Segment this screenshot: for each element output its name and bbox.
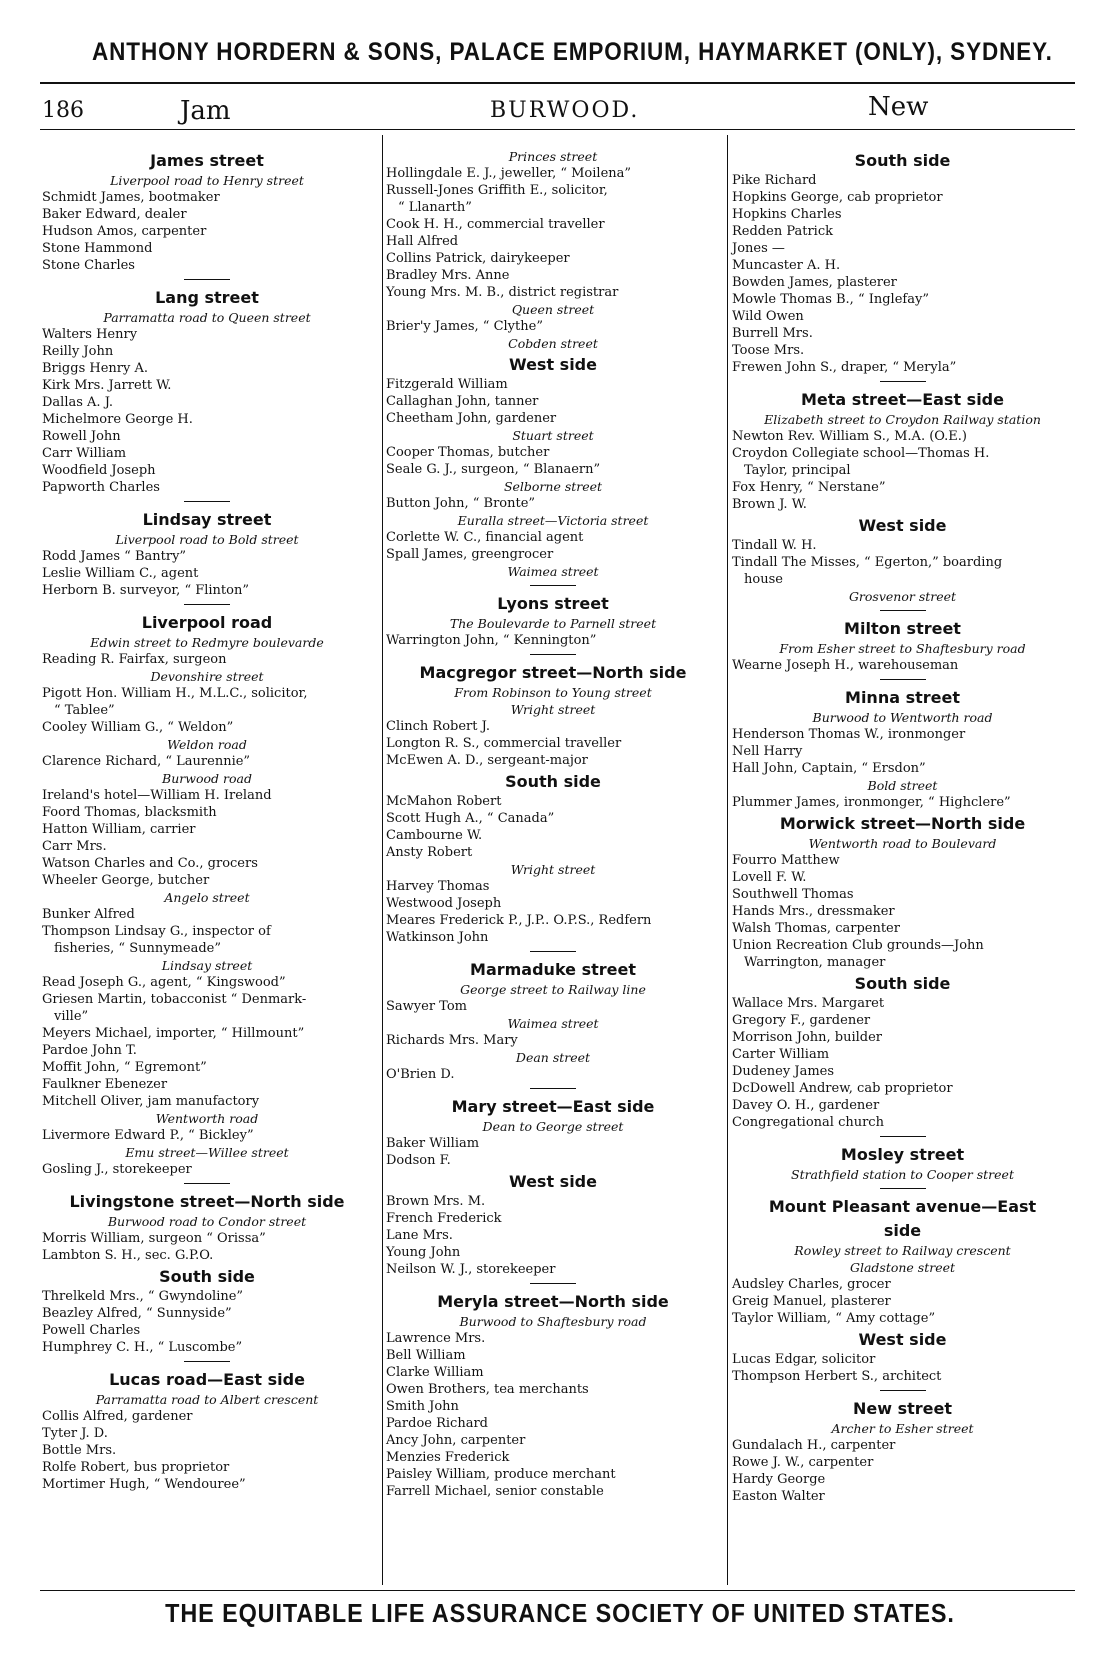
- directory-entry: Tindall The Misses, “ Egerton,” boarding: [732, 555, 1003, 570]
- directory-entry: Lucas Edgar, solicitor: [732, 1352, 876, 1367]
- directory-entry-continued: “ Tablee”: [54, 703, 115, 718]
- directory-entry: Button John, “ Bronte”: [386, 496, 536, 511]
- directory-entry: Dudeney James: [732, 1064, 835, 1079]
- section-separator: [40, 496, 374, 507]
- directory-entry: Mitchell Oliver, jam manufactory: [42, 1094, 260, 1109]
- directory-entry: Brier'y James, “ Clythe”: [386, 319, 543, 334]
- street-subheading: From Robinson to Young street: [454, 685, 652, 700]
- directory-entry: Smith John: [386, 1399, 459, 1414]
- street-heading: Livingstone street—North side: [69, 1192, 345, 1211]
- directory-entry: Humphrey C. H., “ Luscombe”: [42, 1340, 243, 1355]
- directory-entry: Hands Mrs., dressmaker: [732, 904, 895, 919]
- directory-entry: Hall Alfred: [386, 234, 459, 249]
- directory-entry: Lane Mrs.: [386, 1228, 453, 1243]
- street-heading: West side: [509, 1172, 597, 1191]
- directory-entry: Stone Hammond: [42, 241, 153, 256]
- street-heading: South side: [159, 1267, 255, 1286]
- directory-entry: Hatton William, carrier: [42, 822, 196, 837]
- directory-entry: Baker Edward, dealer: [42, 207, 187, 222]
- directory-entry: McMahon Robert: [386, 794, 502, 809]
- directory-entry: Dallas A. J.: [42, 395, 114, 410]
- section-separator: [384, 1083, 722, 1094]
- street-heading: Meryla street—North side: [437, 1292, 669, 1311]
- street-subheading: Princes street: [508, 149, 598, 164]
- street-subheading: Burwood road: [162, 771, 252, 786]
- top-advert-banner: ANTHONY HORDERN & SONS, PALACE EMPORIUM, HAYMARKET (ONLY), SYDNEY.: [92, 38, 1053, 66]
- directory-entry: Ireland's hotel—William H. Ireland: [42, 788, 272, 803]
- street-subheading: George street to Railway line: [460, 982, 646, 997]
- directory-entry: Audsley Charles, grocer: [732, 1277, 891, 1292]
- section-separator: [384, 649, 722, 660]
- directory-entry: Lawrence Mrs.: [386, 1331, 486, 1346]
- header-rule: [40, 129, 1075, 130]
- directory-entry: McEwen A. D., sergeant-major: [386, 753, 588, 768]
- directory-entry: Rodd James “ Bantry”: [42, 549, 187, 564]
- street-subheading: Weldon road: [167, 737, 247, 752]
- street-subheading: Bold street: [867, 778, 938, 793]
- left-guide-word: Jam: [180, 96, 231, 126]
- directory-entry: Southwell Thomas: [732, 887, 854, 902]
- directory-entry: Davey O. H., gardener: [732, 1098, 880, 1113]
- directory-entry: Bell William: [386, 1348, 466, 1363]
- directory-entry: Bowden James, plasterer: [732, 275, 897, 290]
- street-heading: Lucas road—East side: [109, 1370, 305, 1389]
- directory-entry: Livermore Edward P., “ Bickley”: [42, 1128, 254, 1143]
- directory-entry: Muncaster A. H.: [732, 258, 841, 273]
- directory-entry: Taylor William, “ Amy cottage”: [732, 1311, 936, 1326]
- street-subheading: Liverpool road to Bold street: [115, 532, 299, 547]
- directory-entry: Baker William: [386, 1136, 480, 1151]
- directory-entry: Briggs Henry A.: [42, 361, 148, 376]
- directory-entry: Redden Patrick: [732, 224, 833, 239]
- directory-entry: Fox Henry, “ Nerstane”: [732, 480, 886, 495]
- directory-entry: Wearne Joseph H., warehouseman: [732, 658, 959, 673]
- directory-entry: Ancy John, carpenter: [386, 1433, 526, 1448]
- section-separator: [40, 274, 374, 285]
- directory-entry: Threlkeld Mrs., “ Gwyndoline”: [42, 1289, 244, 1304]
- directory-entry: Menzies Frederick: [386, 1450, 510, 1465]
- directory-entry: Mowle Thomas B., “ Inglefay”: [732, 292, 929, 307]
- street-heading: Mosley street: [840, 1145, 965, 1164]
- street-heading: West side: [858, 516, 947, 535]
- directory-entry: Croydon Collegiate school—Thomas H.: [732, 446, 990, 461]
- directory-column-2: [384, 148, 722, 1500]
- directory-entry: Tyter J. D.: [42, 1426, 108, 1441]
- directory-entry: Frewen John S., draper, “ Meryla”: [732, 360, 957, 375]
- directory-entry: Hardy George: [732, 1472, 826, 1487]
- street-subheading: Liverpool road to Henry street: [110, 173, 304, 188]
- directory-entry: Meares Frederick P., J.P.. O.P.S., Redfern: [386, 913, 652, 928]
- directory-entry: Mortimer Hugh, “ Wendouree”: [42, 1477, 246, 1492]
- street-subheading: From Esher street to Shaftesbury road: [779, 641, 1026, 656]
- directory-entry: Watson Charles and Co., grocers: [42, 856, 258, 871]
- directory-entry: Read Joseph G., agent, “ Kingswood”: [42, 975, 286, 990]
- directory-entry: Watkinson John: [386, 930, 489, 945]
- directory-entry-continued: Warrington, manager: [744, 955, 886, 970]
- street-subheading: Queen street: [511, 302, 595, 317]
- directory-entry: Longton R. S., commercial traveller: [386, 736, 622, 751]
- section-separator: [730, 674, 1075, 685]
- directory-entry: Scott Hugh A., “ Canada”: [386, 811, 555, 826]
- directory-entry: Gundalach H., carpenter: [732, 1438, 896, 1453]
- section-separator: [384, 580, 722, 591]
- street-heading: Mount Pleasant avenue—East: [768, 1197, 1037, 1216]
- directory-entry: Fitzgerald William: [386, 377, 508, 392]
- directory-entry: Westwood Joseph: [386, 896, 502, 911]
- directory-entry: Seale G. J., surgeon, “ Blanaern”: [386, 462, 601, 477]
- directory-entry: Owen Brothers, tea merchants: [386, 1382, 589, 1397]
- directory-entry: Farrell Michael, senior constable: [386, 1484, 604, 1499]
- directory-entry: Easton Walter: [732, 1489, 825, 1504]
- section-separator: [730, 1183, 1075, 1194]
- directory-entry: Gosling J., storekeeper: [42, 1162, 192, 1177]
- directory-entry: Bottle Mrs.: [42, 1443, 117, 1458]
- street-heading: West side: [858, 1330, 947, 1349]
- street-heading: Lang street: [155, 288, 259, 307]
- street-subheading: Selborne street: [503, 479, 603, 494]
- directory-entry: Harvey Thomas: [386, 879, 490, 894]
- directory-entry: Wheeler George, butcher: [42, 873, 210, 888]
- street-subheading: Dean street: [515, 1050, 591, 1065]
- directory-entry: Wallace Mrs. Margaret: [732, 996, 885, 1011]
- directory-entry: Carr William: [42, 446, 127, 461]
- street-subheading: Euralla street—Victoria street: [457, 513, 649, 528]
- directory-entry: Spall James, greengrocer: [386, 547, 554, 562]
- directory-entry: Paisley William, produce merchant: [386, 1467, 616, 1482]
- directory-entry: Corlette W. C., financial agent: [386, 530, 584, 545]
- street-subheading: Wentworth road: [155, 1111, 259, 1126]
- directory-entry: Clinch Robert J.: [386, 719, 490, 734]
- directory-entry: Lovell F. W.: [732, 870, 807, 885]
- street-heading: James street: [150, 151, 264, 170]
- directory-entry: Wild Owen: [732, 309, 804, 324]
- bottom-advert-banner: THE EQUITABLE LIFE ASSURANCE SOCIETY OF UNITED STATES.: [165, 1598, 955, 1628]
- street-heading: Minna street: [845, 688, 960, 707]
- street-subheading: Archer to Esher street: [831, 1421, 974, 1436]
- street-subheading: Lindsay street: [161, 958, 253, 973]
- street-subheading: Devonshire street: [150, 669, 264, 684]
- directory-entry: Congregational church: [732, 1115, 884, 1130]
- directory-entry: Hopkins Charles: [732, 207, 842, 222]
- page-number: 186: [42, 98, 84, 123]
- directory-entry: Moffit John, “ Egremont”: [42, 1060, 207, 1075]
- section-separator: [730, 1131, 1075, 1142]
- directory-entry: Michelmore George H.: [42, 412, 193, 427]
- street-subheading: Strathfield station to Cooper street: [791, 1167, 1014, 1182]
- directory-entry: Greig Manuel, plasterer: [732, 1294, 891, 1309]
- directory-entry: Powell Charles: [42, 1323, 141, 1338]
- directory-entry: Russell-Jones Griffith E., solicitor,: [386, 183, 608, 198]
- directory-entry: Young Mrs. M. B., district registrar: [386, 285, 619, 300]
- street-subheading: Emu street—Willee street: [125, 1145, 289, 1160]
- directory-entry: Stone Charles: [42, 258, 135, 273]
- street-subheading: Elizabeth street to Croydon Railway station: [764, 412, 1041, 427]
- directory-entry: Hopkins George, cab proprietor: [732, 190, 943, 205]
- directory-entry: Reading R. Fairfax, surgeon: [42, 652, 227, 667]
- directory-entry: Schmidt James, bootmaker: [42, 190, 220, 205]
- directory-entry: Fourro Matthew: [732, 853, 840, 868]
- directory-entry-continued: house: [744, 572, 783, 587]
- footer-rule: [40, 1590, 1075, 1591]
- section-separator: [40, 599, 374, 610]
- directory-entry: Pigott Hon. William H., M.L.C., solicitor,: [42, 686, 308, 701]
- street-heading: Lyons street: [497, 594, 609, 613]
- street-subheading: Edwin street to Redmyre boulevarde: [90, 635, 324, 650]
- directory-entry: Plummer James, ironmonger, “ Highclere”: [732, 795, 1011, 810]
- street-heading: Marmaduke street: [470, 960, 636, 979]
- section-separator: [384, 946, 722, 957]
- directory-entry: Callaghan John, tanner: [386, 394, 539, 409]
- directory-entry: Woodfield Joseph: [42, 463, 156, 478]
- street-subheading: Burwood road to Condor street: [107, 1214, 307, 1229]
- street-subheading: Wright street: [510, 702, 596, 717]
- street-heading: South side: [505, 772, 601, 791]
- street-subheading: Burwood to Shaftesbury road: [459, 1314, 647, 1329]
- directory-entry: Gregory F., gardener: [732, 1013, 871, 1028]
- directory-entry: DcDowell Andrew, cab proprietor: [732, 1081, 953, 1096]
- directory-entry-continued: fisheries, “ Sunnymeade”: [54, 941, 221, 956]
- directory-entry: Carter William: [732, 1047, 830, 1062]
- street-heading: Meta street—East side: [801, 390, 1004, 409]
- directory-entry: Beazley Alfred, “ Sunnyside”: [42, 1306, 232, 1321]
- directory-entry: Clarence Richard, “ Laurennie”: [42, 754, 251, 769]
- directory-entry: French Frederick: [386, 1211, 502, 1226]
- directory-entry: Tindall W. H.: [732, 538, 817, 553]
- street-heading: Mary street—East side: [451, 1097, 655, 1116]
- directory-entry: Walsh Thomas, carpenter: [732, 921, 900, 936]
- directory-entry: Morrison John, builder: [732, 1030, 883, 1045]
- section-separator: [730, 605, 1075, 616]
- directory-entry: Faulkner Ebenezer: [42, 1077, 168, 1092]
- directory-entry: Hall John, Captain, “ Ersdon”: [732, 761, 926, 776]
- street-subheading: Angelo street: [164, 890, 250, 905]
- directory-entry: Rolfe Robert, bus proprietor: [42, 1460, 230, 1475]
- directory-entry: Foord Thomas, blacksmith: [42, 805, 217, 820]
- street-subheading: Grosvenor street: [848, 589, 957, 604]
- directory-entry: Burrell Mrs.: [732, 326, 813, 341]
- directory-entry: Young John: [386, 1245, 461, 1260]
- street-subheading: Parramatta road to Albert crescent: [95, 1392, 319, 1407]
- street-subheading: Waimea street: [507, 564, 599, 579]
- directory-entry: Meyers Michael, importer, “ Hillmount”: [42, 1026, 305, 1041]
- street-subheading: Dean to George street: [482, 1119, 624, 1134]
- directory-entry: Jones —: [732, 241, 785, 256]
- directory-entry: Ansty Robert: [386, 845, 473, 860]
- section-separator: [40, 1178, 374, 1189]
- directory-entry: Sawyer Tom: [386, 999, 467, 1014]
- directory-entry: Leslie William C., agent: [42, 566, 199, 581]
- section-separator: [730, 376, 1075, 387]
- section-separator: [40, 1356, 374, 1367]
- directory-entry: O'Brien D.: [386, 1067, 455, 1082]
- street-heading: New street: [852, 1399, 952, 1418]
- directory-entry: Carr Mrs.: [42, 839, 107, 854]
- column-divider: [382, 135, 383, 1585]
- directory-entry-continued: ville”: [54, 1009, 89, 1024]
- directory-entry: Thompson Lindsay G., inspector of: [42, 924, 271, 939]
- directory-entry-continued: “ Llanarth”: [398, 200, 472, 215]
- street-heading: South side: [854, 151, 951, 170]
- directory-entry: Neilson W. J., storekeeper: [386, 1262, 556, 1277]
- street-subheading: Rowley street to Railway crescent: [794, 1243, 1011, 1258]
- directory-entry: Collis Alfred, gardener: [42, 1409, 193, 1424]
- directory-entry: Thompson Herbert S., architect: [732, 1369, 942, 1384]
- directory-entry: Cooley William G., “ Weldon”: [42, 720, 234, 735]
- column-divider: [727, 135, 728, 1585]
- street-subheading: Gladstone street: [849, 1260, 956, 1275]
- directory-entry: Brown J. W.: [732, 497, 807, 512]
- directory-entry: Morris William, surgeon “ Orissa”: [42, 1231, 266, 1246]
- directory-entry: Cook H. H., commercial traveller: [386, 217, 605, 232]
- street-heading: Liverpool road: [141, 613, 273, 632]
- section-separator: [384, 1278, 722, 1289]
- street-heading: West side: [509, 355, 597, 374]
- directory-entry: Kirk Mrs. Jarrett W.: [42, 378, 172, 393]
- street-heading: Milton street: [844, 619, 961, 638]
- directory-entry: Nell Harry: [732, 744, 803, 759]
- directory-entry: Newton Rev. William S., M.A. (O.E.): [732, 429, 968, 444]
- directory-entry: Hollingdale E. J., jeweller, “ Moilena”: [386, 166, 632, 181]
- street-subheading: Parramatta road to Queen street: [103, 310, 311, 325]
- directory-entry-continued: Taylor, principal: [744, 463, 851, 478]
- street-subheading: Stuart street: [512, 428, 594, 443]
- street-subheading: Cobden street: [508, 336, 598, 351]
- right-guide-word: New: [868, 92, 929, 122]
- directory-column-1: [40, 148, 374, 1493]
- street-subheading: Wentworth road to Boulevard: [808, 836, 997, 851]
- directory-entry: Bradley Mrs. Anne: [386, 268, 510, 283]
- directory-entry: Warrington John, “ Kennington”: [386, 633, 597, 648]
- directory-entry: Bunker Alfred: [42, 907, 135, 922]
- directory-entry: Cambourne W.: [386, 828, 483, 843]
- directory-entry: Pike Richard: [732, 173, 817, 188]
- directory-entry: Hudson Amos, carpenter: [42, 224, 207, 239]
- directory-entry: Cooper Thomas, butcher: [386, 445, 550, 460]
- directory-column-3: [730, 148, 1075, 1505]
- directory-entry: Griesen Martin, tobacconist “ Denmark-: [42, 992, 307, 1007]
- street-subheading: Wright street: [510, 862, 596, 877]
- directory-entry: Brown Mrs. M.: [386, 1194, 486, 1209]
- street-heading: Lindsay street: [142, 510, 272, 529]
- street-heading: Morwick street—North side: [779, 814, 1026, 833]
- directory-entry: Union Recreation Club grounds—John: [732, 938, 984, 953]
- directory-entry: Collins Patrick, dairykeeper: [386, 251, 570, 266]
- directory-entry: Lambton S. H., sec. G.P.O.: [42, 1248, 214, 1263]
- street-subheading: Burwood to Wentworth road: [812, 710, 993, 725]
- street-subheading: The Boulevarde to Parnell street: [449, 616, 657, 631]
- directory-entry: Walters Henry: [42, 327, 138, 342]
- directory-entry: Pardoe Richard: [386, 1416, 488, 1431]
- section-separator: [730, 1385, 1075, 1396]
- directory-entry: Rowell John: [42, 429, 121, 444]
- directory-entry: Henderson Thomas W., ironmonger: [732, 727, 966, 742]
- directory-entry: Cheetham John, gardener: [386, 411, 557, 426]
- street-heading: South side: [854, 974, 951, 993]
- directory-entry: Pardoe John T.: [42, 1043, 137, 1058]
- top-rule: [40, 82, 1075, 84]
- street-heading: Macgregor street—North side: [419, 663, 687, 682]
- directory-entry: Toose Mrs.: [732, 343, 805, 358]
- directory-entry: Rowe J. W., carpenter: [732, 1455, 874, 1470]
- directory-entry: Reilly John: [42, 344, 114, 359]
- directory-entry: Dodson F.: [386, 1153, 451, 1168]
- directory-entry: Richards Mrs. Mary: [386, 1033, 518, 1048]
- directory-entry: Herborn B. surveyor, “ Flinton”: [42, 583, 250, 598]
- street-heading: side: [883, 1221, 922, 1240]
- street-subheading: Waimea street: [507, 1016, 599, 1031]
- directory-entry: Papworth Charles: [42, 480, 160, 495]
- directory-entry: Clarke William: [386, 1365, 484, 1380]
- page-title: BURWOOD.: [490, 98, 640, 123]
